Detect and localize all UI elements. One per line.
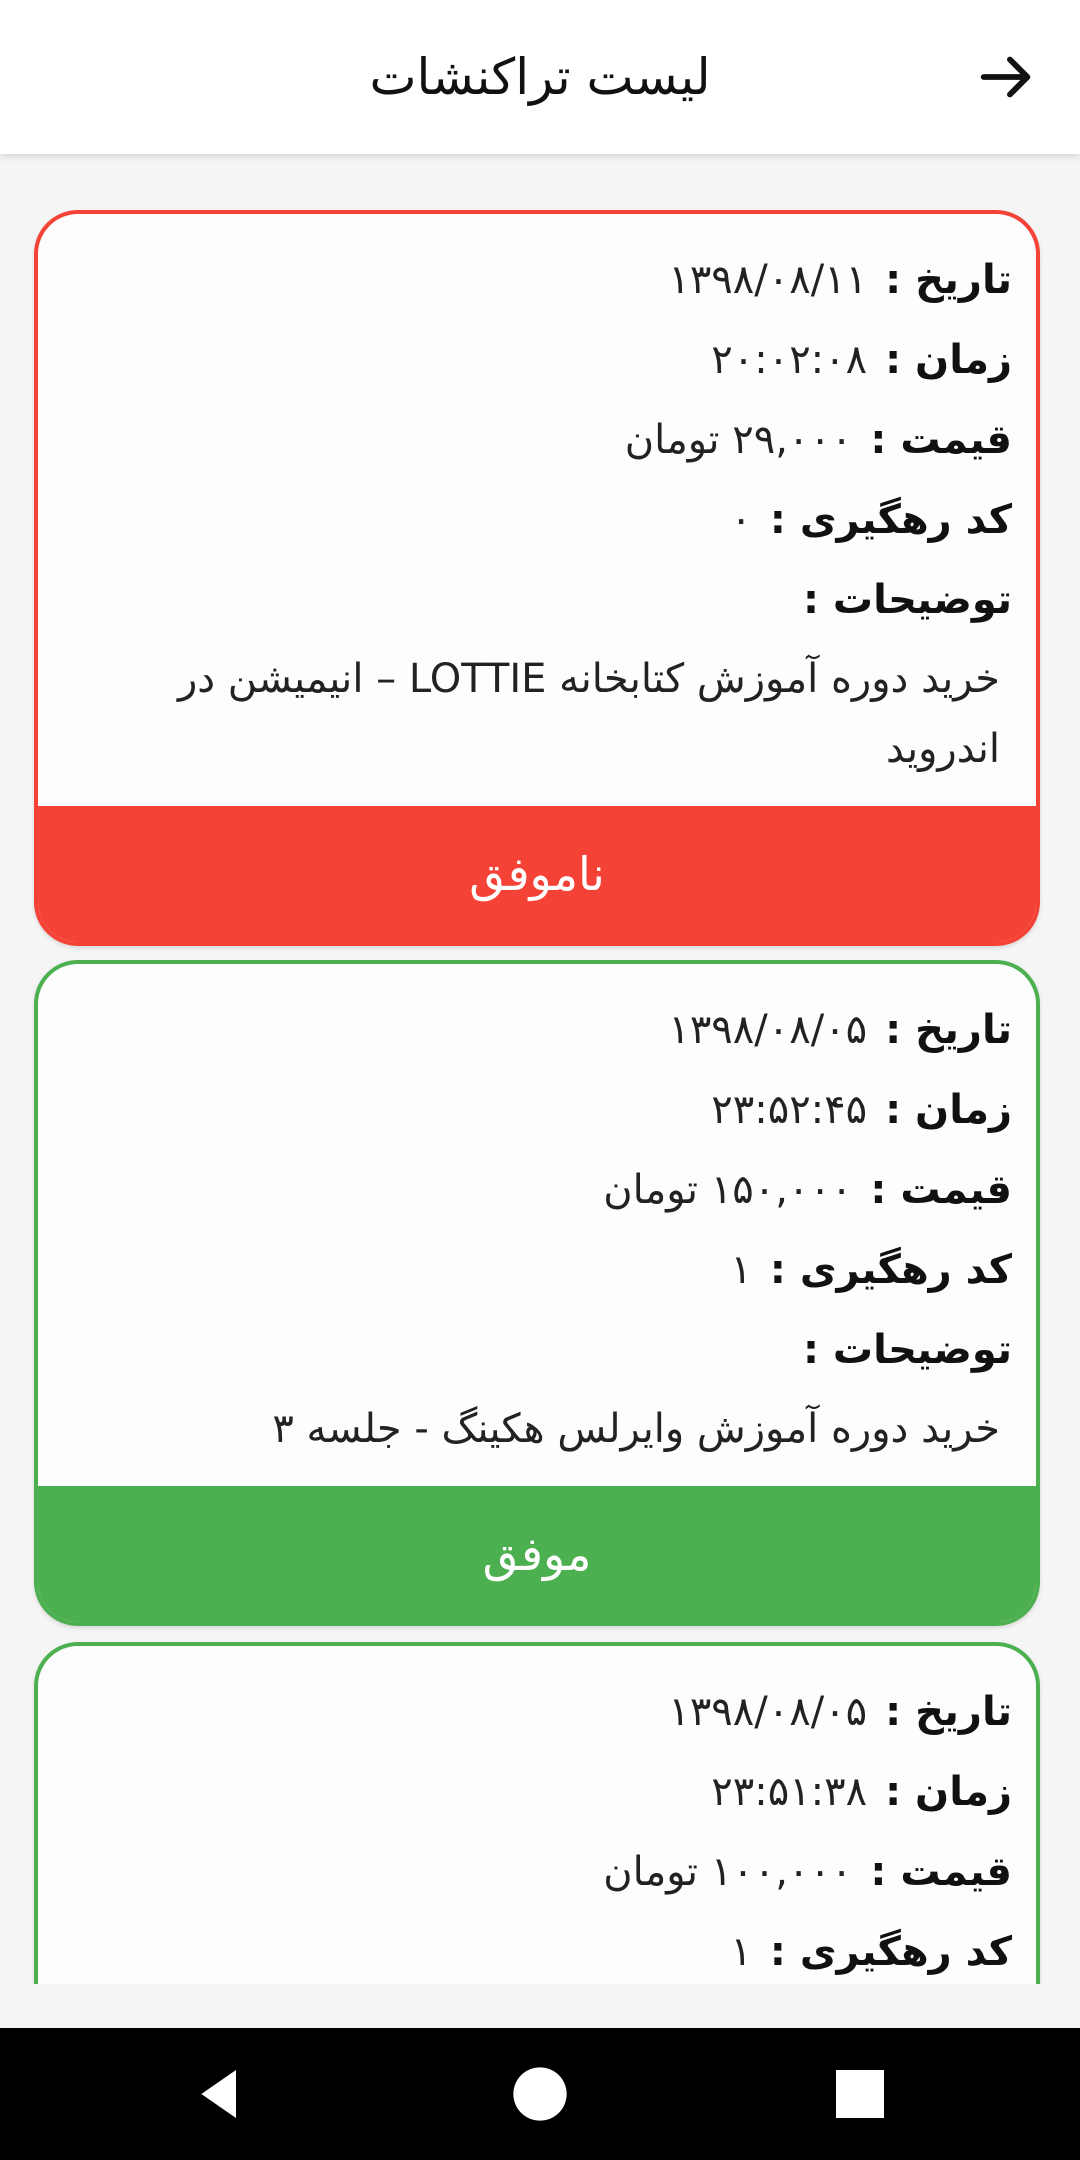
price-value: ۱۵۰,۰۰۰ تومان [603, 1167, 853, 1213]
status-badge: ناموفق [38, 806, 1036, 942]
description-value: خرید دوره آموزش وایرلس هکینگ - جلسه ۳ [272, 1406, 1000, 1452]
tracking-value: ۱ [730, 1247, 752, 1293]
card-body [38, 214, 1036, 806]
date-label: تاریخ : [885, 257, 1012, 303]
nav-home-button[interactable] [508, 2062, 572, 2126]
date-row [62, 990, 1012, 1070]
date-label: تاریخ : [885, 1689, 1012, 1735]
square-recents-icon [828, 2062, 892, 2126]
tracking-row [62, 480, 1012, 560]
price-row [62, 1150, 1012, 1230]
time-row [62, 1070, 1012, 1150]
tracking-value: ۱ [730, 1929, 752, 1975]
time-label: زمان : [885, 1087, 1012, 1133]
tracking-label: کد رهگیری : [769, 1247, 1012, 1293]
app-bar [0, 0, 1080, 154]
date-label: تاریخ : [885, 1007, 1012, 1053]
price-row [62, 400, 1012, 480]
tracking-value: ۰ [730, 497, 752, 543]
date-row [62, 240, 1012, 320]
nav-back-button[interactable] [188, 2062, 252, 2126]
transaction-card [34, 210, 1040, 946]
description-row [62, 560, 1012, 640]
arrow-right-icon [972, 42, 1042, 112]
time-label: زمان : [885, 1769, 1012, 1815]
date-value: ۱۳۹۸/۰۸/۱۱ [668, 257, 868, 303]
time-value: ۲۰:۰۲:۰۸ [711, 337, 868, 383]
tracking-row [62, 1912, 1012, 1984]
circle-home-icon [508, 2062, 572, 2126]
time-value: ۲۳:۵۱:۳۸ [711, 1769, 868, 1815]
transaction-card [34, 960, 1040, 1626]
status-badge: موفق [38, 1486, 1036, 1622]
price-label: قیمت : [870, 1167, 1012, 1213]
time-label: زمان : [885, 337, 1012, 383]
description-row [62, 1310, 1012, 1390]
price-value: ۱۰۰,۰۰۰ تومان [603, 1849, 853, 1895]
nav-recents-button[interactable] [828, 2062, 892, 2126]
transaction-list[interactable] [0, 154, 1080, 1984]
transaction-card [34, 1642, 1040, 1984]
system-nav-bar [0, 2028, 1080, 2160]
tracking-label: کد رهگیری : [769, 1929, 1012, 1975]
tracking-label: کد رهگیری : [769, 497, 1012, 543]
description-label: توضیحات : [802, 577, 1012, 623]
page-title: لیست تراکنشات [369, 48, 711, 106]
triangle-back-icon [188, 2062, 252, 2126]
description-value: خرید دوره آموزش کتابخانه LOTTIE – انیمیشن در اندروید [177, 656, 1000, 772]
time-value: ۲۳:۵۲:۴۵ [711, 1087, 868, 1133]
price-label: قیمت : [870, 417, 1012, 463]
date-row [62, 1672, 1012, 1752]
card-body [38, 1646, 1036, 1984]
card-body [38, 964, 1036, 1486]
time-row [62, 1752, 1012, 1832]
description-label: توضیحات : [802, 1327, 1012, 1373]
date-value: ۱۳۹۸/۰۸/۰۵ [668, 1689, 868, 1735]
time-row [62, 320, 1012, 400]
price-label: قیمت : [870, 1849, 1012, 1895]
date-value: ۱۳۹۸/۰۸/۰۵ [668, 1007, 868, 1053]
price-value: ۲۹,۰۰۰ تومان [624, 417, 853, 463]
back-button[interactable] [972, 42, 1042, 112]
tracking-row [62, 1230, 1012, 1310]
price-row [62, 1832, 1012, 1912]
